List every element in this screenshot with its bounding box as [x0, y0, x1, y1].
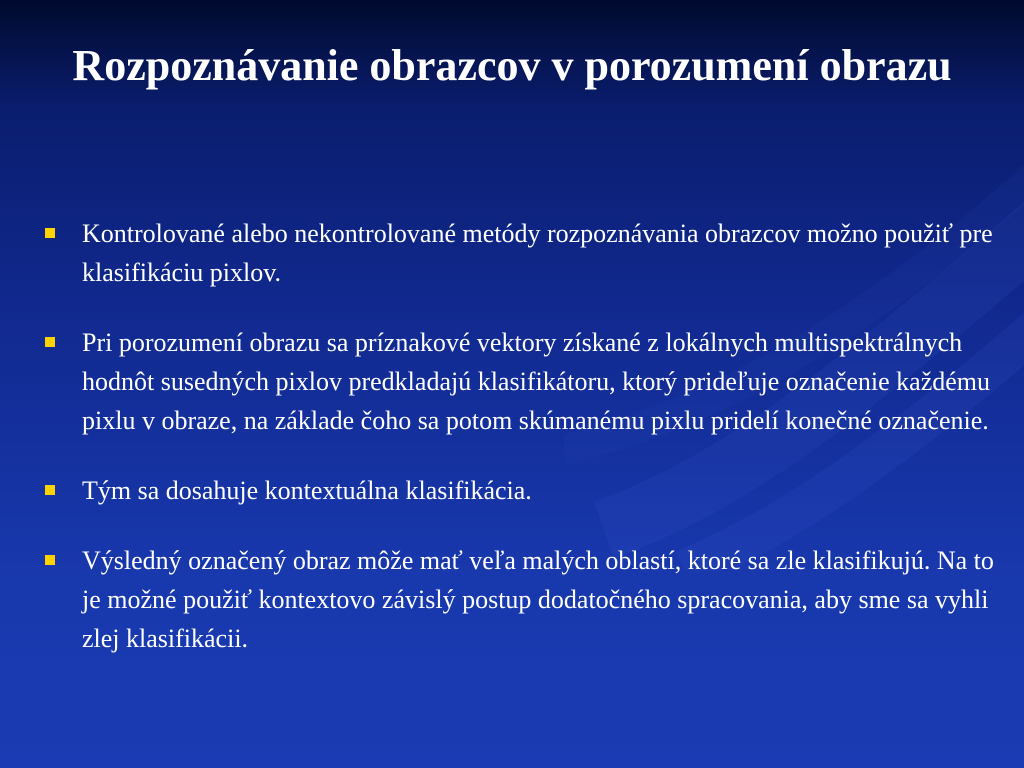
bullet-item: [40, 323, 1000, 440]
square-bullet-icon: [45, 485, 55, 495]
bullet-item: [40, 471, 1000, 510]
square-bullet-icon: [45, 228, 55, 238]
square-bullet-icon: [45, 337, 55, 347]
bullet-text: Pri porozumení obrazu sa príznakové vektory získané z lokálnych multispektrálnych hodnôt susedných pixlov predkladajú klasifikátoru, ktorý prideľuje označenie každému pixlu v obraze, na základe čoho sa potom skúmanému pixlu pridelí konečné označenie.: [82, 328, 991, 435]
bullet-text: Výsledný označený obraz môže mať veľa malých oblastí, ktoré sa zle klasifikujú. Na to je možné použiť kontextovo závislý postup dodatočného spracovania, aby sme sa vyhli zlej klasifikácii.: [82, 546, 994, 653]
slide-title: Rozpoznávanie obrazcov v porozumení obrazu: [72, 41, 952, 90]
bullet-item: [40, 214, 1000, 292]
square-bullet-icon: [45, 555, 55, 565]
bullet-list: [40, 214, 1000, 689]
bullet-item: [40, 541, 1000, 658]
bullet-text: Kontrolované alebo nekontrolované metódy rozpoznávania obrazcov možno použiť pre klasifikáciu pixlov.: [82, 219, 993, 287]
bullet-text: Tým sa dosahuje kontextuálna klasifikácia.: [82, 476, 532, 505]
